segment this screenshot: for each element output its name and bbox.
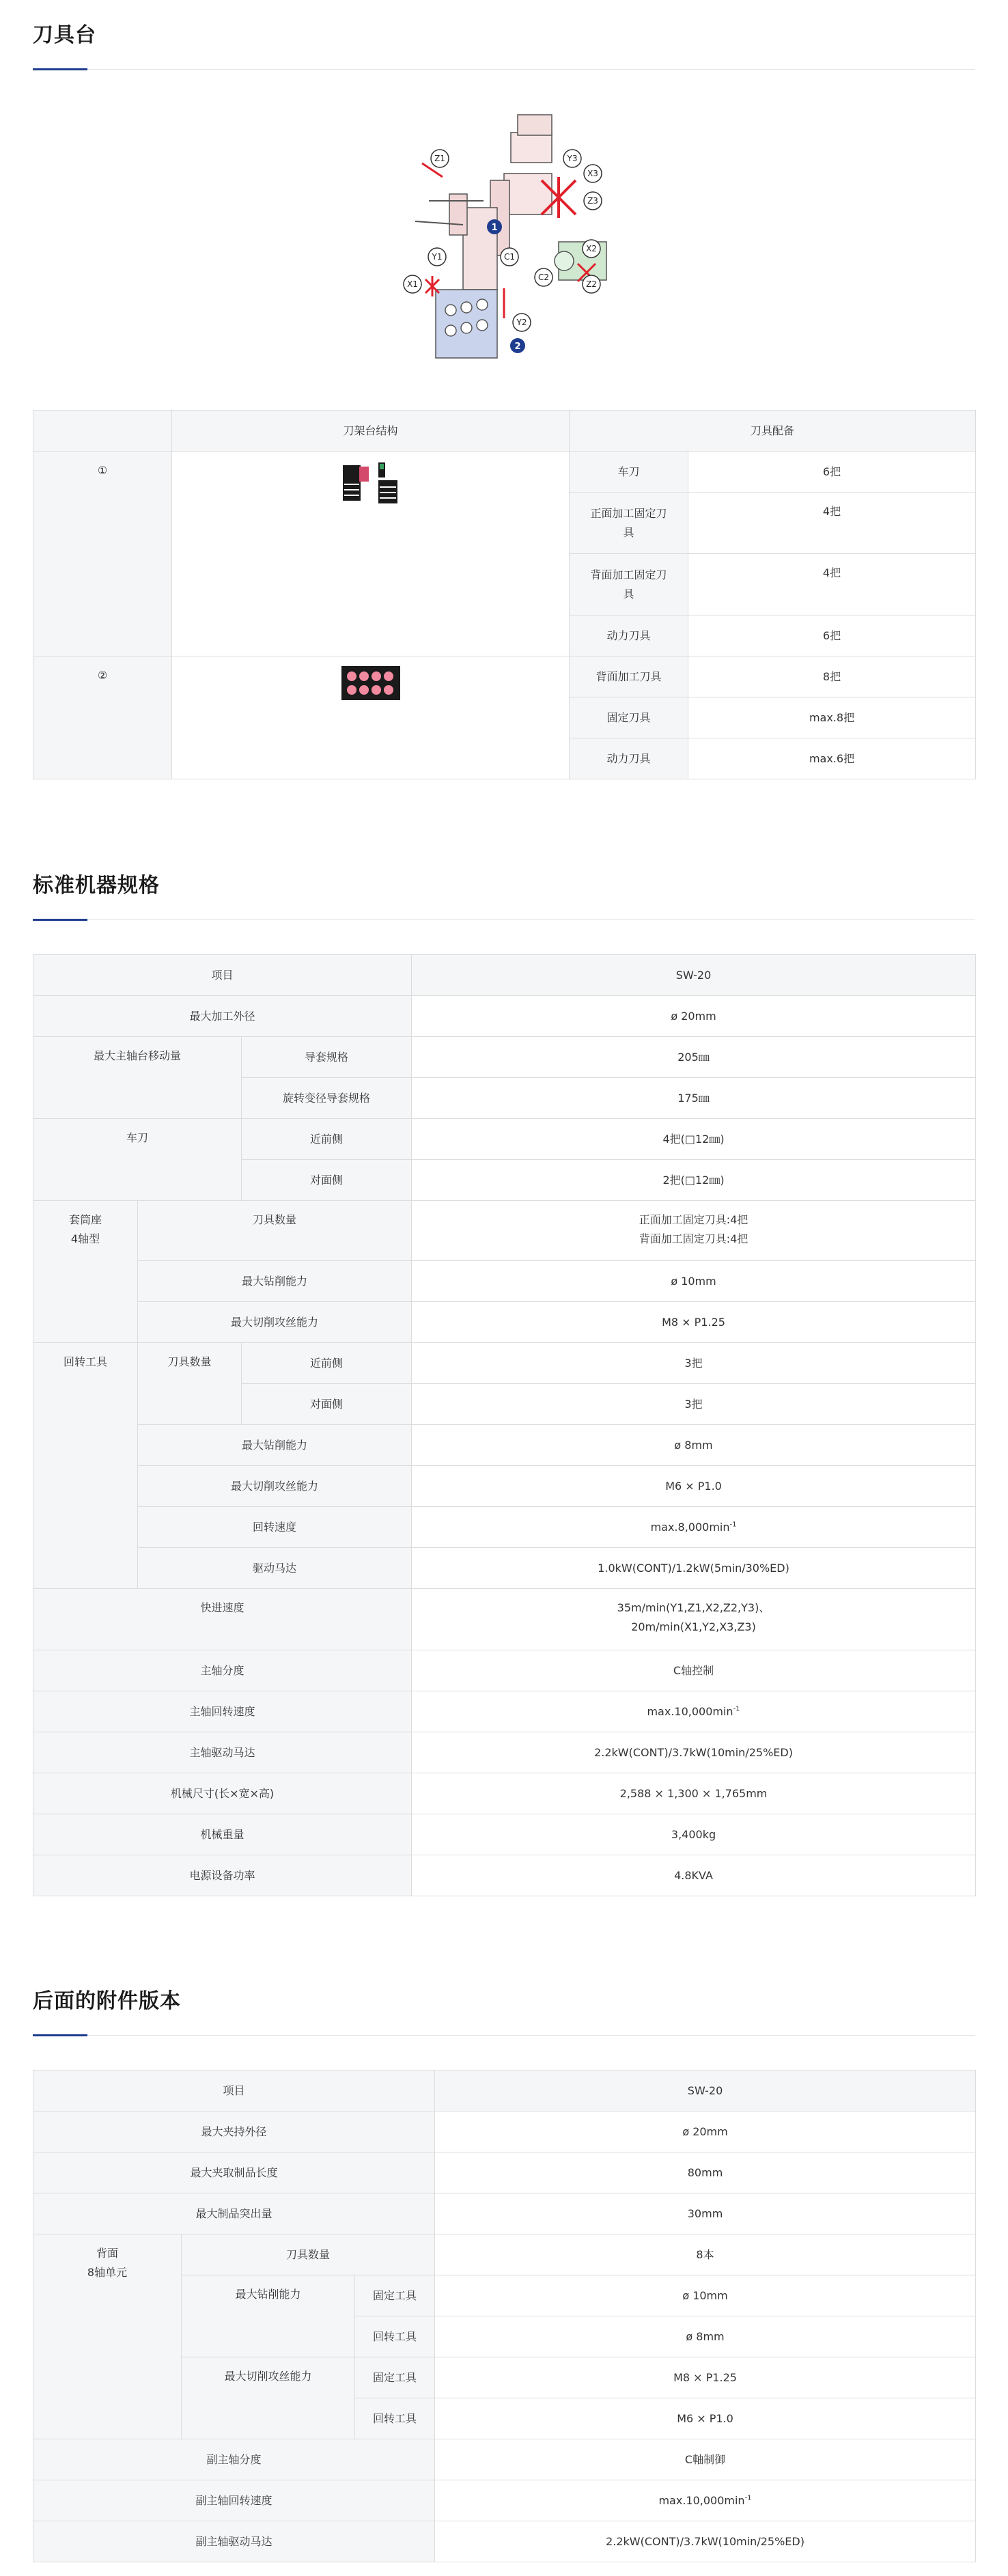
spec-value: 205㎜	[412, 1037, 976, 1078]
spec-value: 8本	[435, 2234, 976, 2275]
spec-sublabel: 导套规格	[242, 1037, 412, 1078]
spec-value: 正面加工固定刀具:4把	[639, 1213, 748, 1226]
tool-count: 4把	[688, 554, 976, 615]
tool-group-structure-2	[172, 656, 570, 779]
title-accent-bar	[33, 68, 87, 70]
table-header: 刀架台结构	[172, 411, 570, 452]
tool-stand-table	[33, 410, 976, 779]
spec-value: 35m/min(Y1,Z1,X2,Z2,Y3)、	[617, 1601, 770, 1614]
spec-label: 背面	[96, 2247, 118, 2260]
title-accent-bar	[33, 2034, 87, 2036]
tool-count: 8把	[688, 656, 976, 697]
spec-value: 2.2kW(CONT)/3.7kW(10min/25%ED)	[412, 1732, 976, 1773]
spec-sublabel: 近前侧	[242, 1343, 412, 1384]
spec-label: 最大主轴台移动量	[33, 1037, 242, 1119]
tool-stand-figure	[33, 105, 975, 376]
axis-label-x3: X3	[587, 169, 598, 178]
bottom-spacer	[33, 2562, 975, 2576]
axis-label-c2: C2	[537, 273, 550, 282]
spec-value: 2,588 × 1,300 × 1,765mm	[412, 1773, 976, 1814]
axis-label-y2: Y2	[516, 318, 527, 327]
axis-label-c1: C1	[503, 252, 516, 262]
section-title: 标准机器规格	[33, 874, 160, 898]
spec-value: ø 10mm	[412, 1261, 976, 1302]
spec-label-sleeve	[33, 1201, 138, 1343]
axis-label-y1: Y1	[432, 252, 443, 262]
table-header: 刀具配备	[570, 411, 976, 452]
tool-name: 动力刀具	[570, 615, 688, 656]
spec-sublabel: 最大切削攻丝能力	[138, 1466, 412, 1507]
tool-count: max.8把	[688, 697, 976, 738]
spec-label: 副主轴驱动马达	[33, 2521, 435, 2562]
spec-value-spindle-speed	[412, 1691, 976, 1732]
spec-value: 80mm	[435, 2152, 976, 2193]
spec-sublabel: 回转工具	[355, 2398, 435, 2439]
section-title: 刀具台	[33, 23, 96, 47]
table-header: SW-20	[435, 2071, 976, 2111]
spec-value: ø 20mm	[412, 996, 976, 1037]
spec-sublabel: 固定工具	[355, 2275, 435, 2316]
spec-table	[33, 954, 976, 1896]
spec-value: ø 20mm	[435, 2111, 976, 2152]
spec-value: 3把	[412, 1343, 976, 1384]
table-header: SW-20	[412, 955, 976, 996]
spec-value: max.10,000min	[647, 1704, 733, 1718]
tool-name: 正面加工固定刀具	[570, 493, 688, 554]
superscript: -1	[729, 1521, 737, 1529]
spec-value: M6 × P1.0	[435, 2398, 976, 2439]
axis-label-z3: Z3	[587, 196, 598, 206]
spec-value: M6 × P1.0	[412, 1466, 976, 1507]
superscript: -1	[733, 1705, 740, 1713]
spec-label: 机械尺寸(长×宽×高)	[33, 1773, 412, 1814]
tool-group-structure-1	[172, 452, 570, 656]
spec-value: 175㎜	[412, 1078, 976, 1119]
axis-label-x2: X2	[586, 244, 597, 253]
spec-label: 主轴驱动马达	[33, 1732, 412, 1773]
spec-value: 20m/min(X1,Y2,X3,Z3)	[631, 1620, 756, 1633]
title-accent-bar	[33, 919, 87, 921]
spec-label: 最大加工外径	[33, 996, 412, 1037]
spec-value: M8 × P1.25	[435, 2357, 976, 2398]
spec-value-rotary-speed	[412, 1507, 976, 1548]
spec-value: M8 × P1.25	[412, 1302, 976, 1343]
spec-label: 回转工具	[33, 1343, 138, 1589]
spec-label: 最大夹取制品长度	[33, 2152, 435, 2193]
spec-label: 车刀	[33, 1119, 242, 1201]
spec-value-sub-speed	[435, 2480, 976, 2521]
tool-count: 6把	[688, 615, 976, 656]
spec-value: 2把(□12㎜)	[412, 1160, 976, 1201]
tool-group-badge-2: 2	[514, 342, 521, 352]
spec-sublabel: 对面侧	[242, 1384, 412, 1425]
spec-value-sleeve-count	[412, 1201, 976, 1261]
spec-label-backunit	[33, 2234, 182, 2439]
spec-label: 机械重量	[33, 1814, 412, 1855]
tool-name: 背面加工固定刀具	[570, 554, 688, 615]
tool-name: 固定刀具	[570, 697, 688, 738]
spec-value-rapid	[412, 1589, 976, 1650]
tool-structure-icon-2	[341, 666, 400, 700]
spec-sublabel: 最大钻削能力	[182, 2275, 355, 2357]
spec-value: 2.2kW(CONT)/3.7kW(10min/25%ED)	[435, 2521, 976, 2562]
backunit-table	[33, 2070, 976, 2562]
spec-value: ø 10mm	[435, 2275, 976, 2316]
tool-group-number: ①	[33, 452, 172, 656]
tool-structure-icon-1	[340, 461, 402, 505]
spec-sublabel: 最大切削攻丝能力	[182, 2357, 355, 2439]
axis-label-z1: Z1	[434, 154, 445, 163]
spec-sublabel: 刀具数量	[138, 1343, 242, 1425]
axis-label-x1: X1	[407, 279, 418, 289]
spec-sublabel: 近前侧	[242, 1119, 412, 1160]
spec-value: 30mm	[435, 2193, 976, 2234]
superscript: -1	[744, 2494, 752, 2502]
spec-label: 电源设备功率	[33, 1855, 412, 1896]
spec-label: 主轴分度	[33, 1650, 412, 1691]
spec-value: C軸制御	[435, 2439, 976, 2480]
spec-value: 4把(□12㎜)	[412, 1119, 976, 1160]
spec-value: max.10,000min	[658, 2493, 745, 2507]
spec-value: 1.0kW(CONT)/1.2kW(5min/30%ED)	[412, 1548, 976, 1589]
spec-value: ø 8mm	[435, 2316, 976, 2357]
tool-name: 背面加工刀具	[570, 656, 688, 697]
spec-value: 4.8KVA	[412, 1855, 976, 1896]
spec-label: 4轴型	[70, 1232, 100, 1245]
spec-label: 最大夹持外径	[33, 2111, 435, 2152]
spec-sublabel: 固定工具	[355, 2357, 435, 2398]
spec-label: 快进速度	[33, 1589, 412, 1650]
spec-sublabel: 回转工具	[355, 2316, 435, 2357]
spec-value: 背面加工固定刀具:4把	[639, 1232, 748, 1245]
tool-name: 动力刀具	[570, 738, 688, 779]
spec-sublabel: 刀具数量	[138, 1201, 412, 1261]
spec-value: 3,400kg	[412, 1814, 976, 1855]
tool-stand-heading	[33, 18, 975, 70]
spec-sublabel: 刀具数量	[182, 2234, 435, 2275]
spec-sublabel: 回转速度	[138, 1507, 412, 1548]
table-header: 项目	[33, 2071, 435, 2111]
axis-label-y3: Y3	[567, 154, 578, 163]
section-title: 后面的附件版本	[33, 1989, 181, 2013]
spec-label: 副主轴分度	[33, 2439, 435, 2480]
spec-sublabel: 最大钻削能力	[138, 1261, 412, 1302]
spec-sublabel: 对面侧	[242, 1160, 412, 1201]
spec-value: 3把	[412, 1384, 976, 1425]
spec-label: 套筒座	[68, 1213, 102, 1226]
spec-value: C轴控制	[412, 1650, 976, 1691]
tool-count: 4把	[688, 493, 976, 554]
table-header-blank	[33, 411, 172, 452]
tool-name: 车刀	[570, 452, 688, 493]
tool-group-number: ②	[33, 656, 172, 779]
axis-label-z2: Z2	[586, 279, 597, 289]
spec-sublabel: 最大切削攻丝能力	[138, 1302, 412, 1343]
tool-count: max.6把	[688, 738, 976, 779]
spec-label: 副主轴回转速度	[33, 2480, 435, 2521]
spec-sublabel: 驱动马达	[138, 1548, 412, 1589]
tool-count: 6把	[688, 452, 976, 493]
table-header: 项目	[33, 955, 412, 996]
spec-value: max.8,000min	[650, 1520, 730, 1534]
spec-sublabel: 最大钻削能力	[138, 1425, 412, 1466]
spec-value: ø 8mm	[412, 1425, 976, 1466]
spec-label: 8轴单元	[87, 2266, 128, 2279]
spec-label: 最大制品突出量	[33, 2193, 435, 2234]
tool-group-badge-1: 1	[491, 223, 498, 233]
spec-sublabel: 旋转变径导套规格	[242, 1078, 412, 1119]
tool-stand-diagram	[33, 105, 975, 376]
spec-heading	[33, 868, 975, 920]
backunit-heading	[33, 1984, 975, 2036]
spec-label: 主轴回转速度	[33, 1691, 412, 1732]
